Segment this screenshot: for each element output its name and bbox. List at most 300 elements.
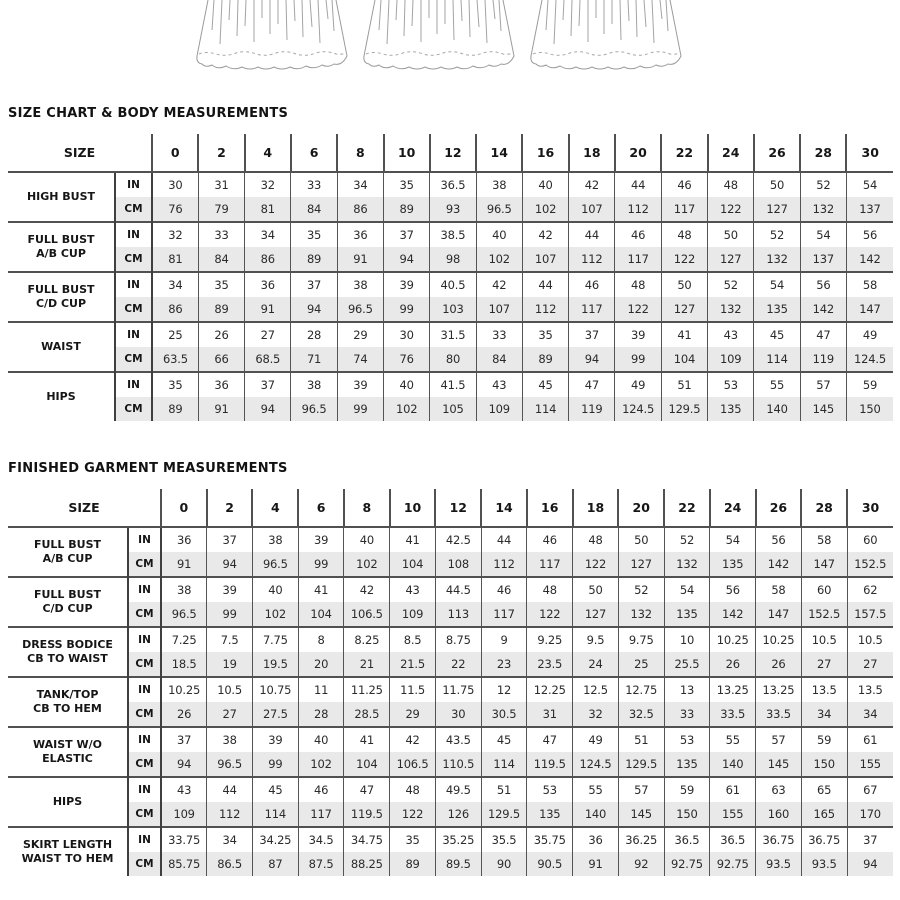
size-header-cell: 6 xyxy=(298,489,344,527)
measurement-value: 99 xyxy=(337,397,383,421)
measurement-value: 79 xyxy=(198,197,244,222)
measurement-value: 65 xyxy=(801,777,847,802)
measurement-value: 59 xyxy=(846,372,893,397)
measurement-row-inches xyxy=(8,527,893,552)
size-header-cell: 20 xyxy=(618,489,664,527)
measurement-value: 53 xyxy=(527,777,573,802)
measurement-value: 63 xyxy=(756,777,802,802)
size-header-cell: 18 xyxy=(573,489,619,527)
measurement-value: 157.5 xyxy=(847,602,893,627)
measurement-value: 124.5 xyxy=(846,347,893,372)
size-header-cell: 2 xyxy=(207,489,253,527)
body-measurements-section xyxy=(8,106,893,421)
unit-label-in: IN xyxy=(115,372,152,397)
measurement-row-centimeters xyxy=(8,347,893,372)
measurement-value: 38 xyxy=(252,527,298,552)
measurement-value: 10.25 xyxy=(710,627,756,652)
measurement-value: 84 xyxy=(476,347,522,372)
size-header-cell: 0 xyxy=(161,489,207,527)
unit-label-in: IN xyxy=(115,322,152,347)
measurement-value: 39 xyxy=(337,372,383,397)
measurement-value: 61 xyxy=(710,777,756,802)
measurement-row-inches xyxy=(8,222,893,247)
measurement-value: 96.5 xyxy=(252,552,298,577)
measurement-value: 94 xyxy=(161,752,207,777)
measurement-value: 122 xyxy=(527,602,573,627)
size-header-cell: 0 xyxy=(152,134,198,172)
measurement-value: 37 xyxy=(161,727,207,752)
measurement-value: 9 xyxy=(481,627,527,652)
size-header-cell: 26 xyxy=(756,489,802,527)
measurement-value: 59 xyxy=(664,777,710,802)
measurement-value: 55 xyxy=(754,372,800,397)
measurement-value: 119.5 xyxy=(527,752,573,777)
measurement-value: 30 xyxy=(152,172,198,197)
measurement-value: 109 xyxy=(476,397,522,421)
size-header-cell: 10 xyxy=(384,134,430,172)
measurement-value: 7.75 xyxy=(252,627,298,652)
measurement-label xyxy=(8,527,128,577)
size-header-cell: 6 xyxy=(291,134,337,172)
measurement-value: 127 xyxy=(573,602,619,627)
measurement-value: 36.5 xyxy=(430,172,476,197)
measurement-value: 92 xyxy=(618,852,664,876)
unit-label-in: IN xyxy=(115,222,152,247)
measurement-value: 25 xyxy=(618,652,664,677)
measurement-value: 11 xyxy=(298,677,344,702)
unit-label-cm: CM xyxy=(115,197,152,222)
measurement-value: 55 xyxy=(710,727,756,752)
measurement-value: 42 xyxy=(390,727,436,752)
unit-label-cm: CM xyxy=(128,552,161,577)
measurement-value: 52 xyxy=(708,272,754,297)
measurement-value: 33 xyxy=(291,172,337,197)
measurement-value: 119 xyxy=(800,347,846,372)
measurement-value: 40 xyxy=(384,372,430,397)
measurement-value: 99 xyxy=(615,347,661,372)
measurement-row-inches xyxy=(8,627,893,652)
measurement-value: 35.5 xyxy=(481,827,527,852)
measurement-value: 150 xyxy=(664,802,710,827)
measurement-value: 58 xyxy=(756,577,802,602)
measurement-value: 24 xyxy=(573,652,619,677)
measurement-value: 46 xyxy=(615,222,661,247)
measurement-value: 129.5 xyxy=(481,802,527,827)
measurement-label-line: FULL BUST xyxy=(27,233,95,247)
measurement-value: 7.5 xyxy=(207,627,253,652)
measurement-value: 37 xyxy=(207,527,253,552)
size-header-cell: 8 xyxy=(344,489,390,527)
unit-label-in: IN xyxy=(115,172,152,197)
measurement-value: 11.25 xyxy=(344,677,390,702)
measurement-value: 91 xyxy=(161,552,207,577)
measurement-value: 54 xyxy=(800,222,846,247)
measurement-value: 51 xyxy=(618,727,664,752)
measurement-value: 41 xyxy=(344,727,390,752)
measurement-row-centimeters xyxy=(8,852,893,876)
measurement-value: 23 xyxy=(481,652,527,677)
measurement-value: 49 xyxy=(846,322,893,347)
measurement-value: 81 xyxy=(245,197,291,222)
measurement-label-line: HIPS xyxy=(46,390,76,404)
size-header-cell: 14 xyxy=(476,134,522,172)
measurement-value: 122 xyxy=(390,802,436,827)
measurement-value: 36.5 xyxy=(710,827,756,852)
measurement-value: 10.5 xyxy=(847,627,893,652)
measurement-value: 40 xyxy=(522,172,568,197)
measurement-label-line: CB TO WAIST xyxy=(27,652,108,665)
size-header-cell: 2 xyxy=(198,134,244,172)
measurement-value: 8.5 xyxy=(390,627,436,652)
measurement-label-line: FULL BUST xyxy=(33,588,102,602)
measurement-value: 44 xyxy=(522,272,568,297)
unit-label-in: IN xyxy=(128,527,161,552)
measurement-value: 142 xyxy=(710,602,756,627)
unit-label-cm: CM xyxy=(128,652,161,677)
measurement-value: 46 xyxy=(298,777,344,802)
measurement-value: 36.75 xyxy=(756,827,802,852)
measurement-value: 135 xyxy=(710,552,756,577)
measurement-value: 110.5 xyxy=(435,752,481,777)
measurement-value: 11.5 xyxy=(390,677,436,702)
measurement-value: 12 xyxy=(481,677,527,702)
measurement-label-line: FULL BUST xyxy=(27,283,95,297)
measurement-value: 41 xyxy=(661,322,707,347)
measurement-value: 112 xyxy=(569,247,615,272)
size-header-cell: 26 xyxy=(754,134,800,172)
measurement-value: 48 xyxy=(390,777,436,802)
measurement-value: 31.5 xyxy=(430,322,476,347)
measurement-value: 41 xyxy=(390,527,436,552)
body-measurements-table xyxy=(8,134,893,421)
measurement-row-inches xyxy=(8,677,893,702)
measurement-value: 98 xyxy=(430,247,476,272)
measurement-value: 34 xyxy=(847,702,893,727)
measurement-value: 80 xyxy=(430,347,476,372)
measurement-row-inches xyxy=(8,777,893,802)
measurement-value: 94 xyxy=(847,852,893,876)
measurement-value: 135 xyxy=(708,397,754,421)
measurement-value: 94 xyxy=(291,297,337,322)
measurement-value: 29 xyxy=(337,322,383,347)
measurement-value: 135 xyxy=(664,602,710,627)
measurement-value: 42 xyxy=(344,577,390,602)
measurement-value: 56 xyxy=(846,222,893,247)
measurement-value: 114 xyxy=(252,802,298,827)
measurement-value: 124.5 xyxy=(615,397,661,421)
measurement-value: 34.5 xyxy=(298,827,344,852)
measurement-value: 38 xyxy=(476,172,522,197)
measurement-value: 129.5 xyxy=(661,397,707,421)
unit-label-cm: CM xyxy=(128,802,161,827)
measurement-value: 122 xyxy=(661,247,707,272)
measurement-value: 135 xyxy=(754,297,800,322)
measurement-value: 102 xyxy=(476,247,522,272)
measurement-value: 50 xyxy=(618,527,664,552)
measurement-value: 91 xyxy=(245,297,291,322)
measurement-value: 35 xyxy=(390,827,436,852)
measurement-value: 93.5 xyxy=(756,852,802,876)
measurement-value: 32 xyxy=(245,172,291,197)
measurement-value: 88.25 xyxy=(344,852,390,876)
measurement-value: 90.5 xyxy=(527,852,573,876)
measurement-value: 33.5 xyxy=(756,702,802,727)
size-header-cell: 14 xyxy=(481,489,527,527)
measurement-value: 12.75 xyxy=(618,677,664,702)
measurement-value: 105 xyxy=(430,397,476,421)
measurement-value: 37 xyxy=(291,272,337,297)
measurement-value: 155 xyxy=(710,802,756,827)
measurement-value: 137 xyxy=(846,197,893,222)
measurement-label xyxy=(8,827,128,876)
measurement-value: 57 xyxy=(618,777,664,802)
size-header-cell: 4 xyxy=(245,134,291,172)
measurement-value: 41.5 xyxy=(430,372,476,397)
measurement-label xyxy=(8,372,115,421)
measurement-value: 52 xyxy=(800,172,846,197)
measurement-label xyxy=(8,777,128,827)
measurement-value: 137 xyxy=(800,247,846,272)
measurement-value: 42 xyxy=(476,272,522,297)
measurement-value: 57 xyxy=(756,727,802,752)
measurement-label xyxy=(8,577,128,627)
measurement-value: 102 xyxy=(344,552,390,577)
body-table-title: SIZE CHART & BODY MEASUREMENTS xyxy=(8,106,289,121)
measurement-value: 86 xyxy=(245,247,291,272)
measurement-value: 56 xyxy=(800,272,846,297)
measurement-value: 89 xyxy=(384,197,430,222)
measurement-label-line: WAIST W/O xyxy=(32,738,102,752)
measurement-value: 8.25 xyxy=(344,627,390,652)
measurement-value: 36 xyxy=(337,222,383,247)
measurement-value: 61 xyxy=(847,727,893,752)
measurement-value: 60 xyxy=(847,527,893,552)
measurement-value: 57 xyxy=(800,372,846,397)
measurement-row-inches xyxy=(8,172,893,197)
measurement-value: 117 xyxy=(661,197,707,222)
measurement-label-line: SKIRT LENGTH xyxy=(22,838,113,852)
size-header-row xyxy=(8,489,893,527)
measurement-value: 27 xyxy=(207,702,253,727)
measurement-value: 44 xyxy=(207,777,253,802)
unit-label-in: IN xyxy=(115,272,152,297)
measurement-value: 47 xyxy=(527,727,573,752)
measurement-value: 84 xyxy=(291,197,337,222)
measurement-row-centimeters xyxy=(8,652,893,677)
measurement-value: 142 xyxy=(846,247,893,272)
measurement-value: 90 xyxy=(481,852,527,876)
measurement-value: 92.75 xyxy=(664,852,710,876)
measurement-value: 104 xyxy=(390,552,436,577)
measurement-value: 99 xyxy=(384,297,430,322)
measurement-value: 48 xyxy=(527,577,573,602)
size-column-header: SIZE xyxy=(8,134,152,172)
measurement-value: 21 xyxy=(344,652,390,677)
measurement-value: 40 xyxy=(476,222,522,247)
measurement-value: 43 xyxy=(161,777,207,802)
measurement-value: 9.75 xyxy=(618,627,664,652)
measurement-value: 38 xyxy=(207,727,253,752)
size-header-cell: 12 xyxy=(435,489,481,527)
measurement-value: 53 xyxy=(708,372,754,397)
measurement-value: 33.5 xyxy=(710,702,756,727)
measurement-value: 67 xyxy=(847,777,893,802)
measurement-value: 50 xyxy=(754,172,800,197)
measurement-value: 91 xyxy=(337,247,383,272)
measurement-label-line: A/B CUP xyxy=(36,247,86,260)
measurement-value: 35.25 xyxy=(435,827,481,852)
unit-label-in: IN xyxy=(128,727,161,752)
measurement-value: 38 xyxy=(291,372,337,397)
measurement-row-centimeters xyxy=(8,602,893,627)
measurement-label-line: TANK/TOP xyxy=(36,688,99,702)
measurement-value: 36.75 xyxy=(801,827,847,852)
measurement-value: 55 xyxy=(573,777,619,802)
measurement-row-centimeters xyxy=(8,552,893,577)
measurement-value: 7.25 xyxy=(161,627,207,652)
measurement-value: 19.5 xyxy=(252,652,298,677)
measurement-value: 86 xyxy=(337,197,383,222)
measurement-value: 112 xyxy=(207,802,253,827)
measurement-value: 117 xyxy=(481,602,527,627)
measurement-value: 142 xyxy=(756,552,802,577)
measurement-value: 127 xyxy=(618,552,664,577)
measurement-value: 10 xyxy=(664,627,710,652)
measurement-value: 56 xyxy=(756,527,802,552)
unit-label-cm: CM xyxy=(128,752,161,777)
measurement-value: 127 xyxy=(708,247,754,272)
measurement-value: 107 xyxy=(476,297,522,322)
measurement-value: 39 xyxy=(384,272,430,297)
measurement-value: 96.5 xyxy=(291,397,337,421)
measurement-label-line: DRESS BODICE xyxy=(22,638,113,652)
measurement-value: 9.25 xyxy=(527,627,573,652)
size-header-cell: 16 xyxy=(522,134,568,172)
skirt-illustration xyxy=(363,0,515,80)
measurement-value: 49.5 xyxy=(435,777,481,802)
measurement-value: 51 xyxy=(481,777,527,802)
measurement-value: 89 xyxy=(291,247,337,272)
measurement-value: 142 xyxy=(800,297,846,322)
measurement-value: 28.5 xyxy=(344,702,390,727)
measurement-value: 47 xyxy=(569,372,615,397)
measurement-value: 48 xyxy=(615,272,661,297)
unit-label-in: IN xyxy=(128,577,161,602)
measurement-value: 114 xyxy=(522,397,568,421)
garment-measurements-section xyxy=(8,461,893,876)
measurement-value: 22 xyxy=(435,652,481,677)
measurement-value: 10.75 xyxy=(252,677,298,702)
measurement-value: 45 xyxy=(754,322,800,347)
measurement-value: 47 xyxy=(344,777,390,802)
measurement-label-line: FULL BUST xyxy=(33,538,102,552)
measurement-value: 43.5 xyxy=(435,727,481,752)
measurement-value: 132 xyxy=(664,552,710,577)
size-header-cell: 28 xyxy=(800,134,846,172)
measurement-value: 117 xyxy=(527,552,573,577)
unit-label-cm: CM xyxy=(115,397,152,421)
measurement-value: 86.5 xyxy=(207,852,253,876)
size-header-cell: 24 xyxy=(710,489,756,527)
measurement-value: 147 xyxy=(801,552,847,577)
measurement-value: 28 xyxy=(291,322,337,347)
measurement-value: 102 xyxy=(384,397,430,421)
measurement-value: 122 xyxy=(615,297,661,322)
measurement-value: 54 xyxy=(846,172,893,197)
measurement-value: 68.5 xyxy=(245,347,291,372)
measurement-value: 89 xyxy=(390,852,436,876)
measurement-label-line: A/B CUP xyxy=(42,552,93,565)
measurement-value: 27.5 xyxy=(252,702,298,727)
measurement-value: 35 xyxy=(522,322,568,347)
measurement-value: 132 xyxy=(754,247,800,272)
measurement-value: 49 xyxy=(573,727,619,752)
measurement-value: 93.5 xyxy=(801,852,847,876)
measurement-label-line: ELASTIC xyxy=(42,752,93,765)
measurement-value: 10.25 xyxy=(756,627,802,652)
measurement-row-inches xyxy=(8,577,893,602)
measurement-value: 34 xyxy=(337,172,383,197)
unit-label-cm: CM xyxy=(128,702,161,727)
measurement-value: 104 xyxy=(661,347,707,372)
measurement-label-line: HIPS xyxy=(52,795,83,809)
measurement-value: 58 xyxy=(801,527,847,552)
measurement-value: 52 xyxy=(754,222,800,247)
measurement-value: 96.5 xyxy=(207,752,253,777)
measurement-row-centimeters xyxy=(8,802,893,827)
unit-label-in: IN xyxy=(128,777,161,802)
measurement-value: 36 xyxy=(573,827,619,852)
skirt-illustration xyxy=(530,0,682,80)
measurement-label xyxy=(8,322,115,372)
measurement-value: 27 xyxy=(801,652,847,677)
measurement-value: 37 xyxy=(569,322,615,347)
measurement-value: 39 xyxy=(207,577,253,602)
measurement-value: 12.25 xyxy=(527,677,573,702)
measurement-value: 36 xyxy=(161,527,207,552)
size-header-cell: 16 xyxy=(527,489,573,527)
measurement-value: 114 xyxy=(754,347,800,372)
measurement-value: 94 xyxy=(569,347,615,372)
measurement-value: 170 xyxy=(847,802,893,827)
measurement-value: 50 xyxy=(573,577,619,602)
size-header-cell: 4 xyxy=(252,489,298,527)
measurement-value: 40 xyxy=(298,727,344,752)
measurement-label-line: C/D CUP xyxy=(42,602,93,615)
measurement-value: 30 xyxy=(384,322,430,347)
measurement-value: 145 xyxy=(618,802,664,827)
measurement-value: 38.5 xyxy=(430,222,476,247)
measurement-row-centimeters xyxy=(8,397,893,421)
measurement-value: 91 xyxy=(198,397,244,421)
measurement-value: 39 xyxy=(252,727,298,752)
measurement-value: 117 xyxy=(569,297,615,322)
measurement-value: 140 xyxy=(754,397,800,421)
measurement-value: 81 xyxy=(152,247,198,272)
measurement-value: 37 xyxy=(847,827,893,852)
measurement-value: 66 xyxy=(198,347,244,372)
measurement-value: 112 xyxy=(522,297,568,322)
measurement-value: 35 xyxy=(152,372,198,397)
measurement-value: 50 xyxy=(661,272,707,297)
measurement-label xyxy=(8,627,128,677)
measurement-value: 132 xyxy=(800,197,846,222)
measurement-value: 13.25 xyxy=(710,677,756,702)
measurement-value: 127 xyxy=(754,197,800,222)
unit-label-in: IN xyxy=(128,677,161,702)
measurement-value: 122 xyxy=(573,552,619,577)
measurement-value: 37 xyxy=(384,222,430,247)
